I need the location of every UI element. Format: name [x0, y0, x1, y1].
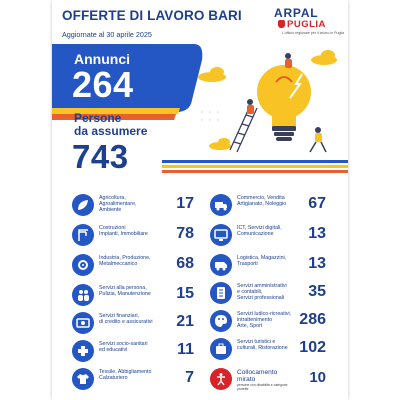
puglia-mark-icon [278, 20, 285, 28]
lightbulb-icon [257, 65, 311, 141]
update-date: Aggiornate al 30 aprile 2025 [62, 30, 152, 39]
sector-count: 21 [176, 313, 194, 330]
document-icon [210, 282, 232, 304]
sector-label: ICT, Servizi digitali, Comunicazione [237, 225, 282, 237]
annunci-value: 264 [72, 64, 134, 105]
sector-item [72, 366, 194, 392]
sector-item [210, 252, 326, 278]
sector-label: Industria, Produzione, Metalmeccanico [99, 255, 151, 267]
sector-item [72, 282, 194, 308]
leaf-icon [72, 194, 94, 216]
sector-label: Costruzioni Impianti, Immobiliare [99, 225, 148, 237]
money-icon [72, 312, 94, 334]
sector-item [210, 308, 326, 334]
persone-label-line1: Persone [74, 111, 122, 125]
arpal-logo [274, 6, 345, 40]
sector-item [72, 192, 194, 218]
sector-item [72, 252, 194, 278]
blue-stripe [162, 160, 348, 163]
sector-item [210, 222, 326, 248]
page-title: OFFERTE DI LAVORO BARI [62, 8, 242, 23]
collocamento-note: persone con disabilità e categorie protette [237, 383, 288, 391]
computer-icon [210, 224, 232, 246]
sector-item [72, 222, 194, 248]
sector-label: Tessile, Abbigliamento Calzaturiero [99, 369, 152, 381]
sector-label: Servizi ludico-ricreativi, intrattenimento Arte, Sport [237, 311, 292, 329]
shirt-icon [72, 368, 94, 390]
truck-icon [210, 194, 232, 216]
logo-text-top: ARPAL [274, 6, 319, 20]
luggage-icon [210, 338, 232, 360]
sector-count: 35 [308, 283, 326, 300]
collocamento-count: 10 [309, 369, 326, 386]
sector-count: 67 [308, 195, 326, 212]
sector-label: Agricoltura, Agroalimentare, Ambiente [99, 195, 137, 213]
sector-count: 102 [299, 339, 326, 356]
collocamento-label: Collocamento mirato persone con disabilità e categorie protette [237, 369, 297, 391]
sector-item [210, 192, 326, 218]
crane-icon [72, 224, 94, 246]
sector-label: Servizi alla persona, Pulizia, Manutenzione [99, 285, 151, 297]
persone-value: 743 [72, 138, 129, 175]
poster [52, 0, 348, 400]
logo-tagline: L'ufficio regionale per il lavoro in Puglia [282, 31, 345, 35]
sector-count: 68 [176, 255, 194, 272]
sector-label: Servizi amministrativi e contabili, Servizi professionali [237, 283, 287, 301]
yellow-stripe [162, 165, 348, 168]
sector-label: Commercio, Vendita Artigianato, Noleggio [237, 195, 287, 207]
sector-count: 286 [299, 311, 326, 328]
sector-label: Logistica, Magazzini, Trasporti [237, 255, 287, 267]
logo-text-bottom: PUGLIA [287, 19, 326, 30]
sector-label: Servizi turistici e culturali, Ristorazione [237, 339, 288, 351]
health-icon [72, 340, 94, 362]
accessibility-icon [210, 368, 232, 390]
people-icon [72, 284, 94, 306]
persone-label-line2: da assumere [74, 124, 148, 138]
sector-label: Servizi socio-sanitari ed educativi [99, 341, 148, 353]
sector-label: Servizi finanziari, di credito e assicurativi [99, 313, 153, 325]
sector-item [72, 338, 194, 364]
palette-icon [210, 310, 232, 332]
sector-item [210, 280, 326, 306]
sector-count: 13 [308, 225, 326, 242]
sector-count: 78 [176, 225, 194, 242]
orange-stripe [162, 170, 348, 173]
sector-count: 11 [177, 341, 194, 358]
van-icon [210, 254, 232, 276]
gears-icon [72, 254, 94, 276]
sector-item [72, 310, 194, 336]
annunci-label: Annunci [74, 51, 130, 67]
sector-count: 7 [185, 369, 194, 386]
sector-count: 13 [308, 255, 326, 272]
sector-count: 17 [176, 195, 194, 212]
sector-count: 15 [176, 285, 194, 302]
collocamento-item [210, 366, 326, 392]
sector-item [210, 336, 326, 362]
persone-label [74, 112, 147, 138]
